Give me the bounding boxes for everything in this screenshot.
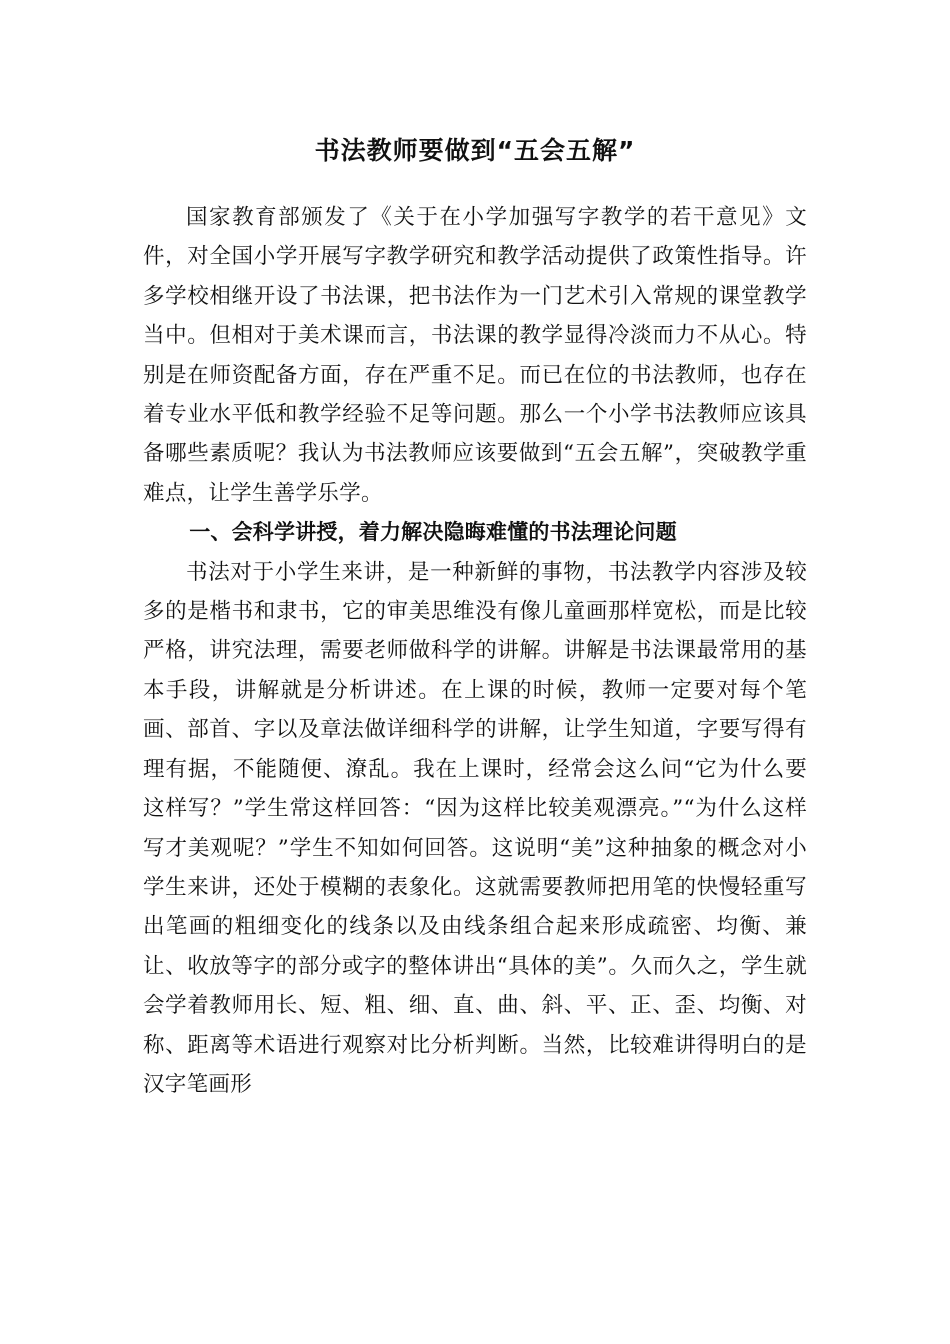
section-paragraph-1: 书法对于小学生来讲，是一种新鲜的事物，书法教学内容涉及较多的是楷书和隶书，它的审美思维没有像儿童画那样宽松，而是比较严格，讲究法理，需要老师做科学的讲解。讲解是书法课最常用的基本手段，讲解就是分析讲述。在上课的时候，教师一定要对每个笔画、部首、字以及章法做详细科学的讲解，让学生知道，字要写得有理有据，不能随便、潦乱。我在上课时，经常会这么问“它为什么要这样写？”学生常这样回答：“因为这样比较美观漂亮。”“为什么这样写才美观呢？”学生不知如何回答。这说明“美”这种抽象的概念对小学生来讲，还处于模糊的表象化。这就需要教师把用笔的快慢轻重写出笔画的粗细变化的线条以及由线条组合起来形成疏密、均衡、兼让、收放等字的部分或字的整体讲出“具体的美”。久而久之，学生就会学着教师用长、短、粗、细、直、曲、斜、平、正、歪、均衡、对称、距离等术语进行观察对比分析判断。当然，比较难讲得明白的是汉字笔画形 [143,559,807,1097]
document-body [143,198,807,1104]
section-heading-1: 一、会科学讲授，着力解决隐晦难懂的书法理论问题 [189,520,677,545]
intro-paragraph: 国家教育部颁发了《关于在小学加强写字教学的若干意见》文件，对全国小学开展写字教学研究和教学活动提供了政策性指导。许多学校相继开设了书法课，把书法作为一门艺术引入常规的课堂教学当中。但相对于美术课而言，书法课的教学显得冷淡而力不从心。特别是在师资配备方面，存在严重不足。而已在位的书法教师，也存在着专业水平低和教学经验不足等问题。那么一个小学书法教师应该具备哪些素质呢？我认为书法教师应该要做到“五会五解”，突破教学重难点，让学生善学乐学。 [143,205,807,506]
document-title: 书法教师要做到“五会五解” [314,136,636,165]
